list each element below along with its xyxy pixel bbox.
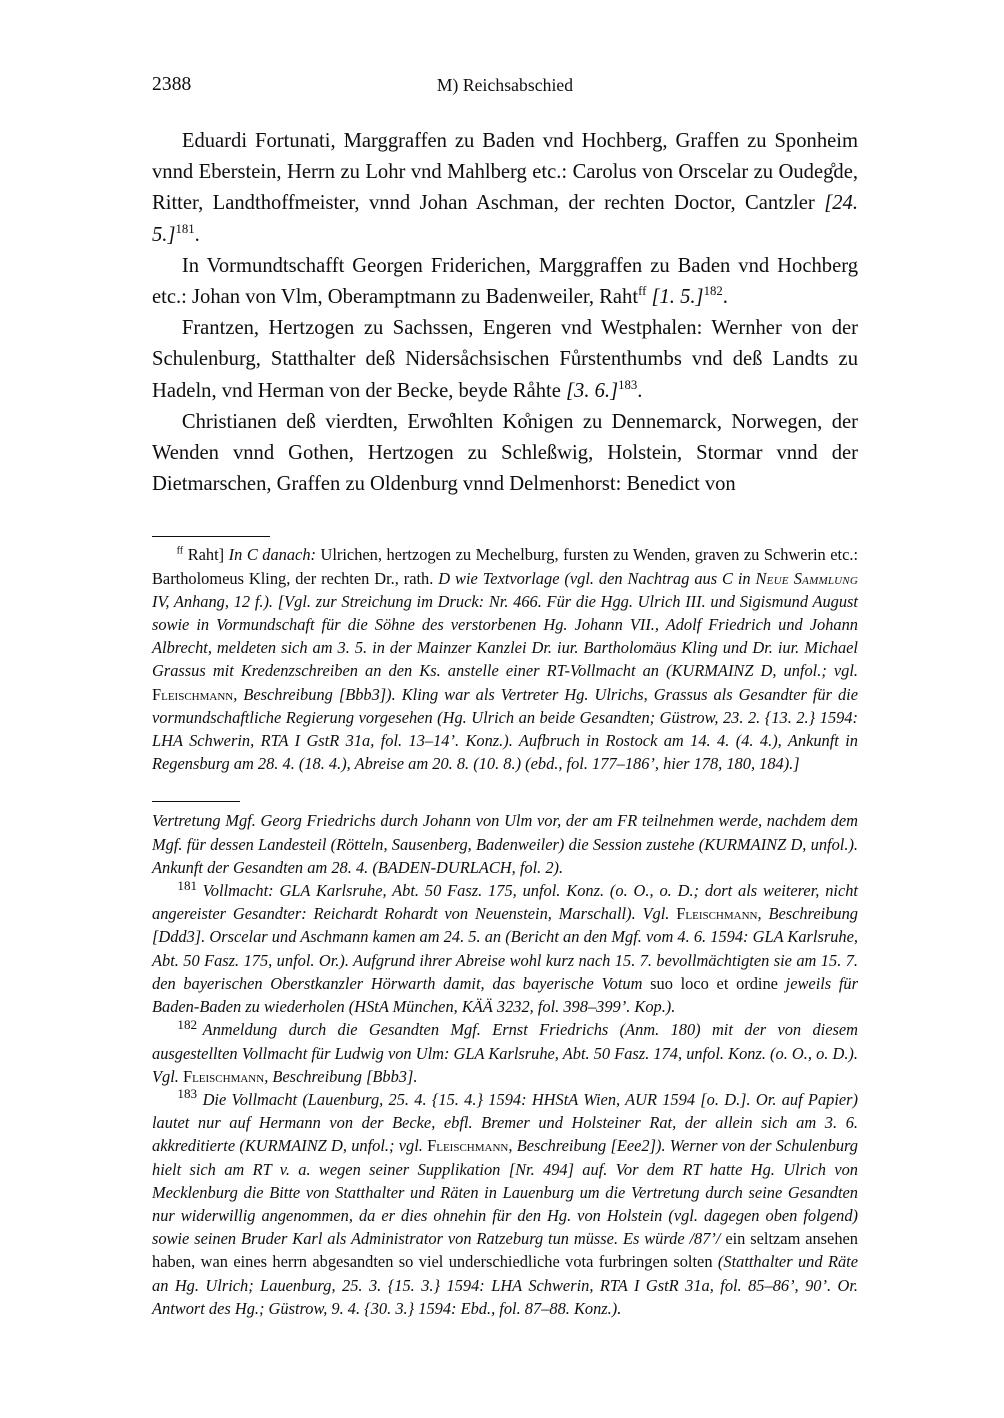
run-text: In Vormundtschafft Georgen Friderichen, Marggraffen zu Baden vnd Hochberg etc.: Johan von Vlm, Oberamptmann zu Badenweiler, Raht — [152, 254, 858, 309]
run-italic: [1. 5.] — [651, 286, 704, 309]
footnote-ref-181[interactable]: 181 — [175, 221, 195, 236]
run-italic: [3. 6.] — [566, 379, 619, 402]
run-text: Eduardi Fortunati, Marggraffen zu Baden vnd Hochberg, Graffen zu Sponheim vnnd Eberstein, Herrn zu Lohr vnd Mahlberg etc.: Carolus von Orscelar zu Oudeg̊de, Ritter, Landthoffmeister, vnnd Johan Aschman, der rechten Doctor, Cantzler — [152, 130, 858, 215]
footnote-smallcaps: Fleischmann — [182, 1066, 265, 1086]
footnote-text: (Statthalter und Räte an Hg. Ulrich; Lauenburg, 25. 3. {15. 3.} 1594: LHA Schwerin, RTA I GstR 31a, fol. 85–86’, 90’. Or. Antwort des Hg.; Güstrow, 9. 4. {30. 3.} 1594: Ebd., fol. 87–88. Konz.). — [152, 1252, 858, 1318]
variant-smallcaps: Fleischmann — [152, 684, 234, 704]
paragraph-eduardi — [152, 126, 858, 251]
variant-text: D wie Textvorlage (vgl. den Nachtrag aus C in — [438, 568, 756, 588]
footnote-text: , Beschreibung [Ddd3]. Orscelar und Aschmann kamen am 24. 5. an (Bericht an den Mgf. vom 4. 6. 1594: GLA Karlsruhe, Abt. 50 Fasz. 175, unfol. Or.). Aufgrund ihrer Abreise wohl kurz nach 15. 7. bevollmächtigten sie am 15. 7. den bayerischen Oberstkanzler Hörwarth damit, das bayerische — [152, 904, 858, 993]
footnote-rule — [152, 801, 240, 802]
page-number: 2388 — [152, 74, 192, 95]
footnote-roman: suo loco et ordine — [642, 973, 786, 993]
paragraph-frantzen — [152, 313, 858, 407]
variant-marker: ff — [176, 545, 184, 557]
footnote-text: , Beschreibung [Eee2]). Werner von der Schulenburg hielt sich am RT v. a. wegen seiner Supplikation [Nr. 494] auf. Vor dem RT hatte Hg. Ulrich von Mecklenburg die Bitte von Statthalter und Räten in Lauenburg um die Vertretung durch seine Gesandten nur widerwillig angenommen, da er dies ohnehin für den Hg. von Holstein (vgl. dagegen oben folgend) sowie seinen Bruder Karl als Administrator von Ratzeburg tun müsse. Es würde — [152, 1136, 858, 1249]
variant-lemma: Raht] — [187, 545, 225, 565]
apparatus-rule — [152, 536, 270, 537]
footnote-apparatus — [152, 801, 858, 1319]
footnote-text: jeweils für Baden-Baden zu wiederholen (HStA München, KÄÄ 3232, fol. 398–399’. Kop.). — [152, 973, 859, 1017]
footnote-smallcaps: Fleischmann — [676, 904, 758, 924]
footnote-number: 183 — [177, 1086, 198, 1102]
footnote-text: /87’/ — [689, 1229, 726, 1249]
variant-text: IV, Anhang, 12 f.). [Vgl. zur Streichung im Druck: Nr. 466. Für die Hgg. Ulrich III. und Sigismund August sowie in Vormundschaft für die Söhne des verstorbenen Hg. Johann VII., Adolf Friedrich und Johann Albrecht, meldeten sich am 3. 5. in der Mainzer Kanzlei Dr. iur. Bartholomäus Kling und Dr. iur. Michael Grassus mit Kredenzschreiben an den Ks. anstelle einer RT-Vollmacht an (KURMAINZ D, unfol.; vgl. — [152, 591, 858, 681]
footnote-183 — [152, 1088, 858, 1320]
footnote-text: Anmeldung durch die Gesandten Mgf. Ernst Friedrichs (Anm. 180) mit der von diesem ausgestellten Vollmacht für Ludwig von Ulm: GLA Karlsruhe, Abt. 50 Fasz. 174, unfol. Konz. (o. O., o. D.). Vgl. — [152, 1020, 858, 1086]
page-content — [152, 74, 858, 1320]
paragraph-christianen — [152, 407, 858, 501]
footnote-text: Vollmacht: GLA Karlsruhe, Abt. 50 Fasz. 175, unfol. Konz. (o. O., o. D.; dort als weiterer, nicht angereister Gesandter: Reichardt Rohardt von Neuenstein, Marschall). Vgl. — [152, 881, 858, 924]
variant-text: , Beschreibung [Bbb3]). Kling war als Vertreter Hg. Ulrichs, Grassus als Gesandter für die vormundschaftliche Regierung vorgesehen (Hg. Ulrich an beide Gesandten; Güstrow, 23. 2. {13. 2.} 1594: LHA Schwerin, RTA I GstR 31a, fol. 13–14’. Konz.). Aufbruch in Rostock am 14. 4. (4. 4.), Ankunft in Regensburg am 28. 4. (18. 4.), Abreise am 20. 8. (10. 8.) (ebd., fol. 177–186’, hier 178, 180, 184).] — [152, 684, 858, 774]
footnote-text: Votum — [601, 973, 643, 993]
footnote-181 — [152, 879, 858, 1018]
running-head — [152, 74, 858, 104]
variant-text: Ulrichen, hertzogen zu Mechelburg, fursten zu Wenden, graven zu Schwerin etc.: Bartholomeus Kling, der rechten Dr., rath. — [152, 545, 859, 588]
variant-smallcaps: Neue Sammlung — [755, 568, 858, 588]
run-text: Frantzen, Hertzogen zu Sachssen, Engeren vnd Westphalen: Wernher von der Schulenburg, Statthalter deß Nidersåchsischen Fůrstenthumbs vnd deß Landts zu Hadeln, vnd Herman von der Becke, beyde Råhte — [152, 317, 858, 402]
variant-note-ff — [152, 543, 858, 775]
footnote-text: , Beschreibung [Bbb3]. — [264, 1066, 418, 1086]
variant-text: In C danach: — [224, 545, 316, 565]
run-italic: [24. 5.] — [152, 192, 858, 246]
footnote-number: 181 — [177, 877, 198, 893]
footnote-182 — [152, 1018, 858, 1088]
footnote-ref-183[interactable]: 183 — [618, 377, 638, 392]
footnote-text: Vertretung Mgf. Georg Friedrichs durch Johann von Ulm vor, der am FR teilnehmen werde, nachdem dem Mgf. für dessen Landesteil (Rötteln, Sausenberg, Badenweiler) die Session zustehe (KURMAINZ D, unfol.). Ankunft der Gesandten am 28. 4. (BADEN-DURLACH, fol. 2). — [152, 811, 858, 877]
footnote-smallcaps: Fleischmann — [427, 1136, 509, 1156]
running-title: M) Reichsabschied — [436, 75, 574, 95]
body-text — [152, 126, 858, 500]
footnote-roman: ein seltzam ansehen haben, wan eines herrn abgesandten so viel underschiedliche vota furbringen solten — [152, 1229, 858, 1272]
footnote-continuation — [152, 809, 858, 879]
footnote-number: 182 — [177, 1016, 198, 1032]
footnote-text: Die Vollmacht (Lauenburg, 25. 4. {15. 4.} 1594: HHStA Wien, AUR 1594 [o. D.]. Or. auf Papier) lautet nur auf Hermann von der Becke, ebfl. Bremer und Holsteiner Rat, der allein sich am 3. 6. akkreditierte (KURMAINZ D, unfol.; vgl. — [152, 1089, 858, 1156]
variant-apparatus — [152, 536, 858, 775]
run-text: . — [194, 223, 200, 246]
paragraph-vormundtschafft — [152, 251, 858, 313]
footnote-ref-ff[interactable]: ff — [638, 284, 647, 299]
run-text: . — [722, 286, 728, 309]
footnote-ref-182[interactable]: 182 — [703, 284, 723, 299]
run-text: Christianen deß vierdten, Erwo̊hlten Ko̊nigen zu Dennemarck, Norwegen, der Wenden vnnd Gothen, Hertzogen zu Schleßwig, Holstein, Stormar vnnd der Dietmarschen, Graffen zu Oldenburg vnnd Delmenhorst: Benedict von — [152, 410, 858, 496]
run-text: . — [637, 379, 643, 402]
